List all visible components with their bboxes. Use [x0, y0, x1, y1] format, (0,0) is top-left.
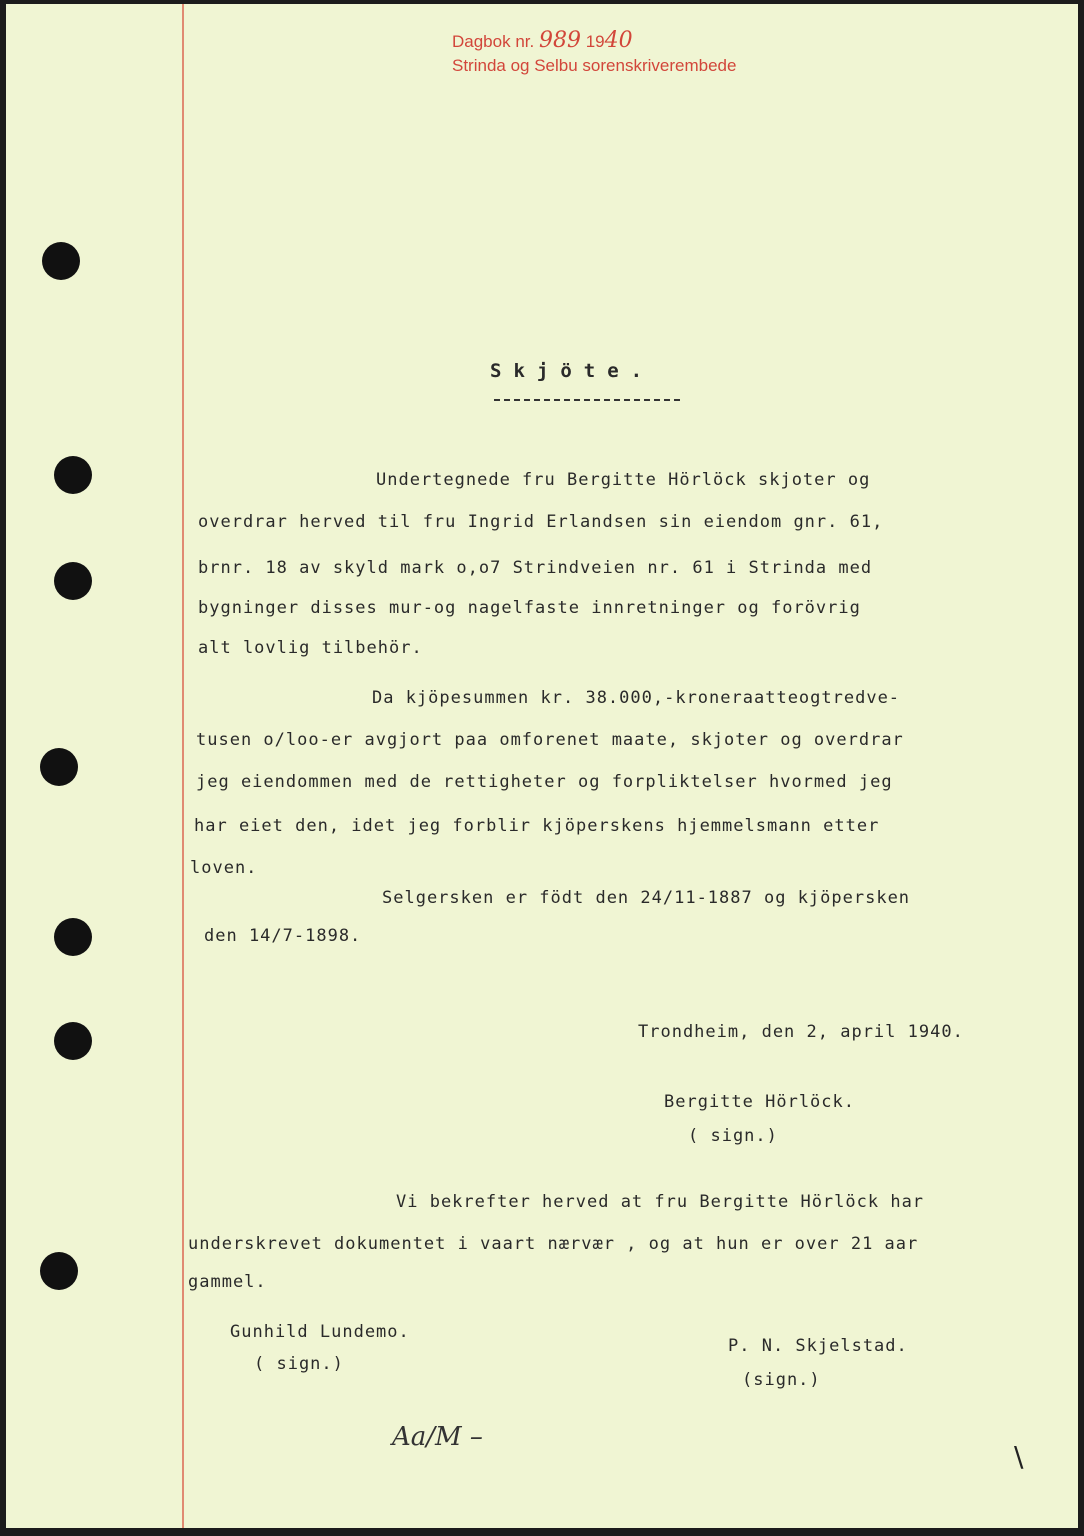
stamp-year-suffix: 40 [604, 28, 633, 53]
margin-line [182, 4, 184, 1528]
body-line: jeg eiendommen med de rettigheter og forpliktelser hvormed jeg [196, 772, 893, 792]
stamp-prefix: Dagbok nr. [452, 32, 535, 51]
body-line: tusen o/loo-er avgjort paa omforenet maate, skjoter og overdrar [196, 730, 904, 750]
body-line: alt lovlig tilbehör. [198, 638, 423, 658]
witness-left-sign: ( sign.) [254, 1354, 344, 1374]
title-underline [494, 399, 680, 401]
punch-hole [54, 562, 92, 600]
handwritten-initials: Aa/M – [392, 1422, 483, 1452]
stamp-number: 989 [538, 28, 581, 53]
body-line: loven. [190, 858, 258, 878]
witness-left-name: Gunhild Lundemo. [230, 1322, 410, 1342]
place-date: Trondheim, den 2, april 1940. [638, 1022, 964, 1042]
body-line: den 14/7-1898. [204, 926, 362, 946]
witness-line: Vi bekrefter herved at fru Bergitte Hörlöck har [396, 1192, 925, 1212]
body-line: Undertegnede fru Bergitte Hörlöck skjoter og [376, 470, 871, 490]
body-line: Selgersken er födt den 24/11-1887 og kjöpersken [382, 888, 911, 908]
journal-stamp [452, 28, 633, 53]
witness-line: gammel. [188, 1272, 267, 1292]
body-line: brnr. 18 av skyld mark o,o7 Strindveien nr. 61 i Strinda med [198, 558, 873, 578]
seller-signature: Bergitte Hörlöck. [664, 1092, 855, 1112]
seller-sign-note: ( sign.) [688, 1126, 778, 1146]
punch-hole [40, 748, 78, 786]
witness-right-sign: (sign.) [742, 1370, 821, 1390]
body-line: overdrar herved til fru Ingrid Erlandsen sin eiendom gnr. 61, [198, 512, 884, 532]
witness-line: underskrevet dokumentet i vaart nærvær , og at hun er over 21 aar [188, 1234, 919, 1254]
punch-hole [40, 1252, 78, 1290]
stamp-year-prefix: 19 [585, 32, 605, 51]
witness-right-name: P. N. Skjelstad. [728, 1336, 908, 1356]
body-line: bygninger disses mur-og nagelfaste innretninger og forövrig [198, 598, 861, 618]
body-line: har eiet den, idet jeg forblir kjöperskens hjemmelsmann etter [194, 816, 880, 836]
document-title: Skjöte. [490, 360, 655, 382]
punch-hole [42, 242, 80, 280]
corner-mark: \ [1014, 1440, 1024, 1473]
document-page [6, 4, 1078, 1528]
punch-hole [54, 456, 92, 494]
body-line: Da kjöpesummen kr. 38.000,-kroneraatteogtredve- [372, 688, 901, 708]
punch-hole [54, 1022, 92, 1060]
punch-hole [54, 918, 92, 956]
stamp-office: Strinda og Selbu sorenskriverembede [452, 56, 737, 75]
